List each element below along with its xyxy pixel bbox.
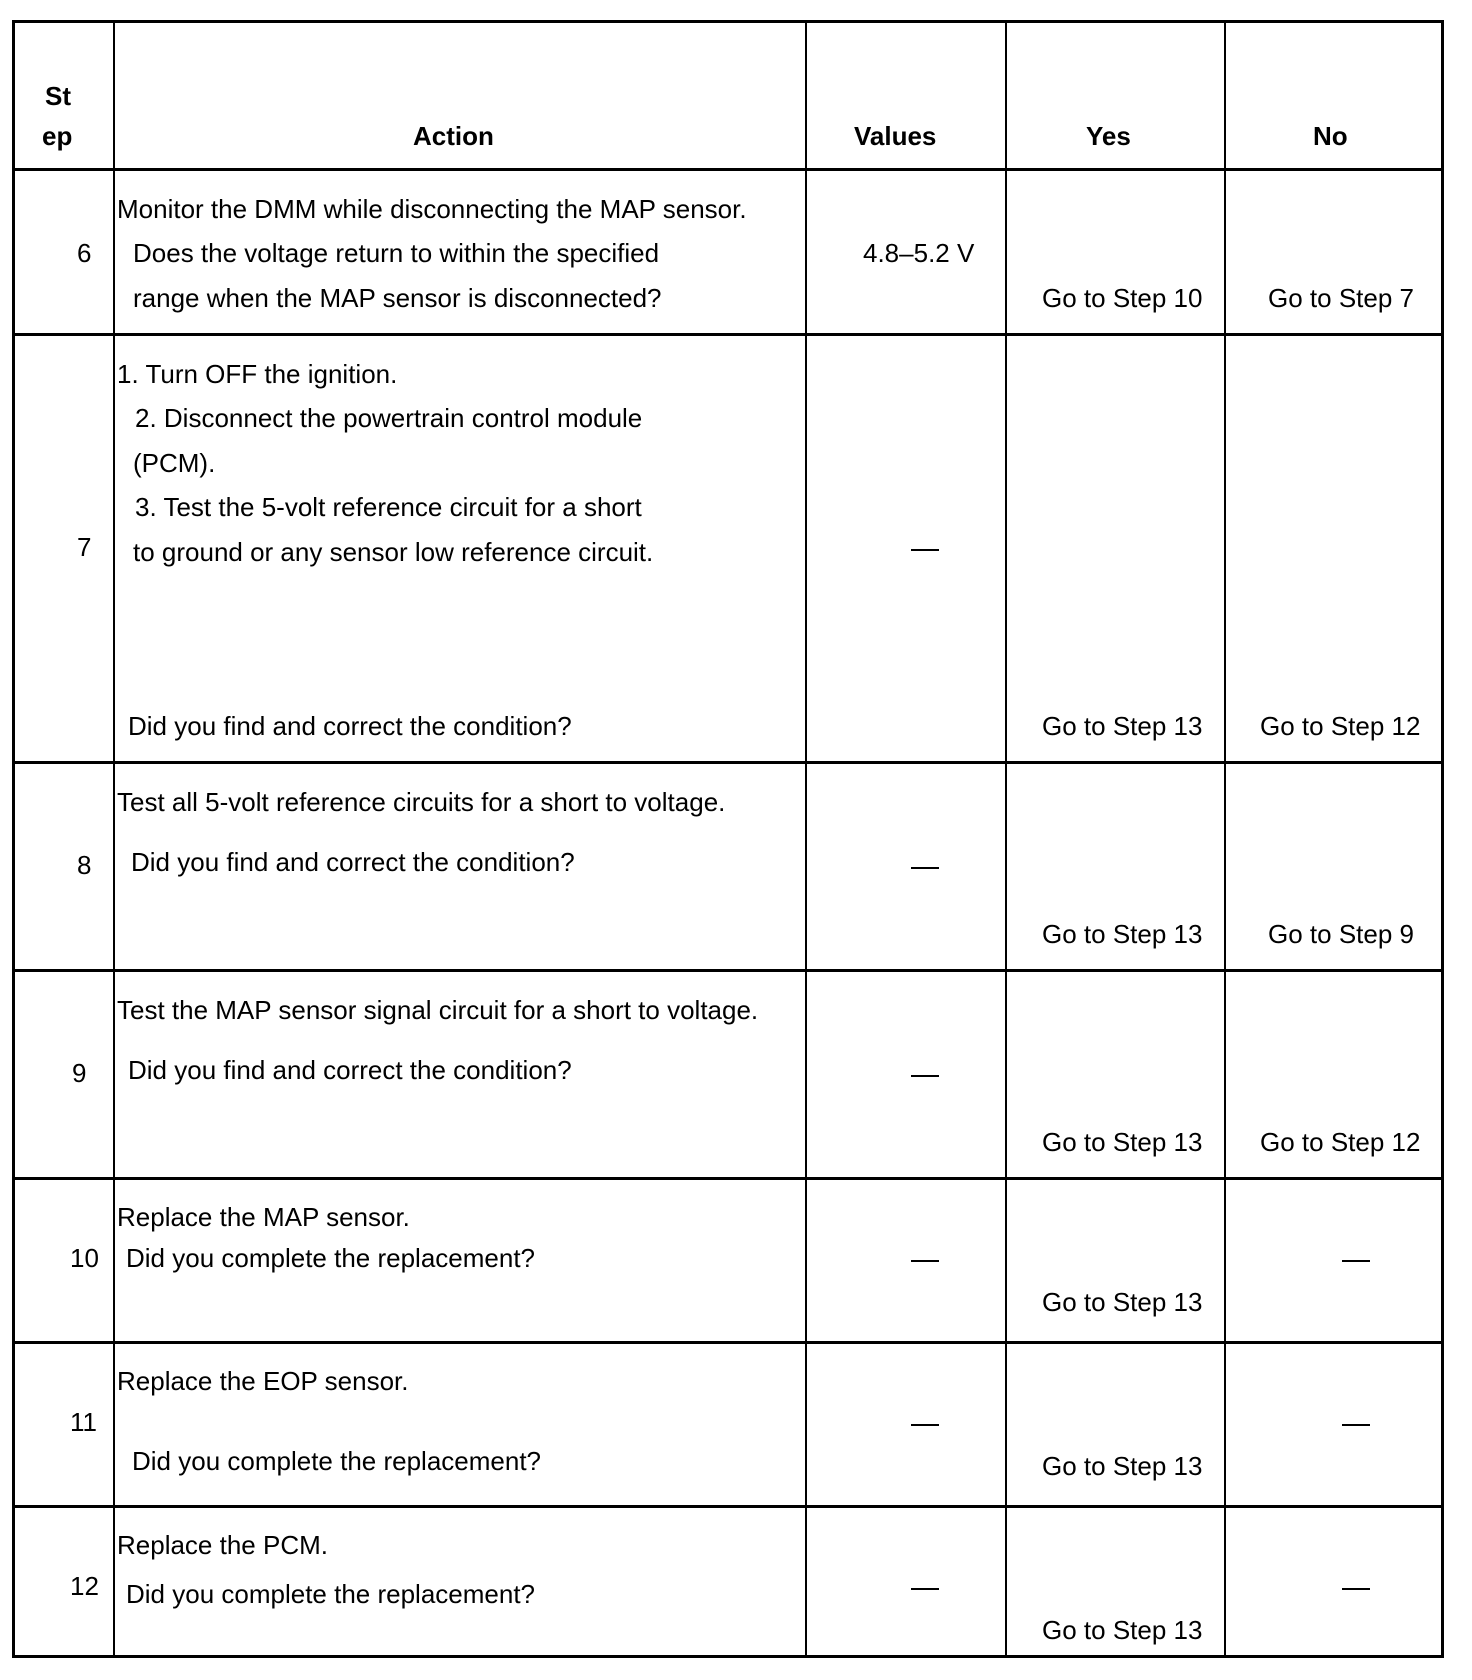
action-text: Does the voltage return to within the specified	[133, 238, 660, 268]
action-text: range when the MAP sensor is disconnected?	[133, 283, 662, 313]
action-text: Replace the EOP sensor.	[117, 1366, 409, 1396]
row-divider	[15, 1341, 1441, 1344]
action-text: 1. Turn OFF the ignition.	[117, 359, 398, 389]
action-text: Replace the MAP sensor.	[117, 1202, 410, 1232]
value-dash	[911, 867, 939, 869]
step-number: 6	[77, 238, 92, 268]
no-text: Go to Step 12	[1260, 1127, 1421, 1157]
step-number: 7	[77, 532, 92, 562]
step-number: 12	[70, 1571, 99, 1601]
yes-text: Go to Step 13	[1042, 1127, 1203, 1157]
action-text: Test all 5-volt reference circuits for a short to voltage.	[117, 787, 726, 817]
yes-text: Go to Step 13	[1042, 919, 1203, 949]
header-no: No	[1313, 121, 1348, 151]
value-dash	[911, 1424, 939, 1426]
yes-text: Go to Step 13	[1042, 711, 1203, 741]
header-yes: Yes	[1086, 121, 1131, 151]
value-dash	[911, 549, 939, 551]
yes-text: Go to Step 10	[1042, 283, 1203, 313]
action-text: 2. Disconnect the powertrain control module	[135, 403, 643, 433]
column-divider	[113, 23, 115, 1655]
yes-text: Go to Step 13	[1042, 1451, 1203, 1481]
action-text: Did you complete the replacement?	[132, 1446, 542, 1476]
yes-text: Go to Step 13	[1042, 1287, 1203, 1317]
yes-text: Go to Step 13	[1042, 1615, 1203, 1645]
header-step-line1: St	[45, 81, 71, 111]
step-number: 9	[72, 1058, 87, 1088]
value-text: 4.8–5.2 V	[863, 238, 975, 268]
action-text: to ground or any sensor low reference circuit.	[133, 537, 654, 567]
action-text: Did you complete the replacement?	[126, 1243, 536, 1273]
action-text: Test the MAP sensor signal circuit for a short to voltage.	[117, 995, 759, 1025]
no-text: Go to Step 12	[1260, 711, 1421, 741]
row-divider	[15, 168, 1441, 171]
no-dash	[1342, 1260, 1370, 1262]
action-text: Monitor the DMM while disconnecting the MAP sensor.	[117, 194, 747, 224]
column-divider	[1224, 23, 1226, 1655]
action-text: Did you find and correct the condition?	[128, 1055, 572, 1085]
step-number: 11	[70, 1407, 97, 1437]
row-divider	[15, 1505, 1441, 1508]
action-text: 3. Test the 5-volt reference circuit for a short	[135, 492, 642, 522]
action-text: (PCM).	[133, 448, 216, 478]
no-text: Go to Step 9	[1268, 919, 1414, 949]
no-dash	[1342, 1588, 1370, 1590]
column-divider	[1005, 23, 1007, 1655]
value-dash	[911, 1588, 939, 1590]
action-text: Did you find and correct the condition?	[128, 711, 572, 741]
no-dash	[1342, 1424, 1370, 1426]
diagnostic-table	[12, 20, 1444, 1658]
header-values: Values	[854, 121, 937, 151]
value-dash	[911, 1075, 939, 1077]
action-text: Replace the PCM.	[117, 1530, 328, 1560]
value-dash	[911, 1260, 939, 1262]
header-action: Action	[413, 121, 494, 151]
row-divider	[15, 1177, 1441, 1180]
no-text: Go to Step 7	[1268, 283, 1414, 313]
row-divider	[15, 333, 1441, 336]
column-divider	[805, 23, 807, 1655]
action-text: Did you complete the replacement?	[126, 1579, 536, 1609]
action-text: Did you find and correct the condition?	[131, 847, 575, 877]
header-step-line2: ep	[42, 121, 73, 151]
step-number: 10	[70, 1243, 99, 1273]
row-divider	[15, 969, 1441, 972]
step-number: 8	[77, 850, 92, 880]
row-divider	[15, 761, 1441, 764]
